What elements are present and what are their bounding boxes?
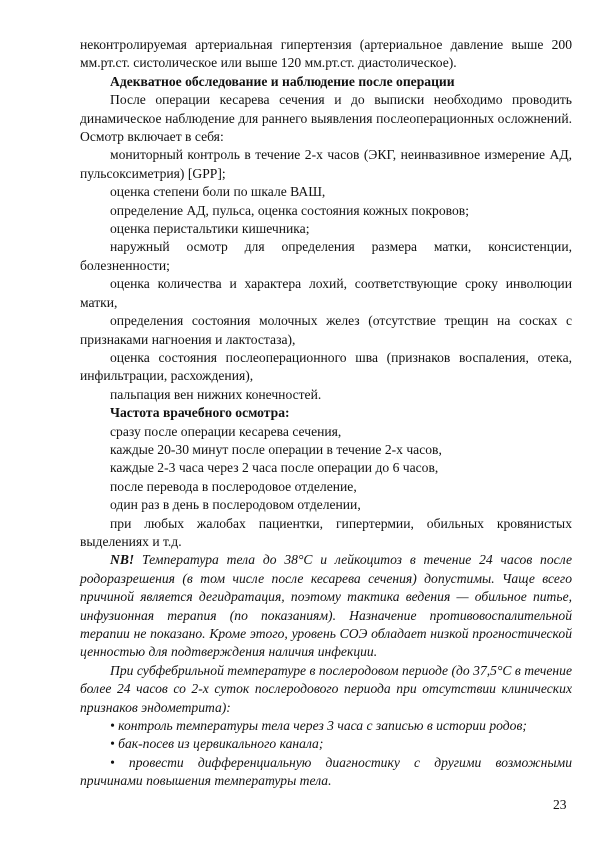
paragraph: При субфебрильной температуре в послеродовом периоде (до 37,5°С в течение более 24 часов со 2-х суток послеродового периода при отсутствии клинических признаков эндометрита): (80, 662, 572, 715)
paragraph: неконтролируемая артериальная гипертензия (артериальное давление выше 200 мм.рт.ст. систолическое или выше 120 мм.рт.ст. диастолическое). (80, 37, 572, 71)
nb-text: Температура тела до 38°С и лейкоцитоз в течение 24 часов после родоразрешения (в том числе после кесарева сечения) допустимы. Чаще всего причиной является дегидратация, поэтому тактика ведения — обильное питье, инфузионная терапия (по показаниям). Назначение противовоспалительной терапии не показано. Кроме этого, уровень СОЭ обладает низкой прогностической ценностью для подтверждения наличия инфекции. (80, 552, 572, 660)
list-item: определение АД, пульса, оценка состояния кожных покровов; (110, 202, 469, 218)
list-item: после перевода в послеродовое отделение, (110, 478, 357, 494)
list-item: оценка степени боли по шкале ВАШ, (110, 184, 326, 200)
list-item: пальпация вен нижних конечностей. (110, 386, 322, 402)
list-item: каждые 20-30 минут после операции в течение 2-х часов, (110, 441, 442, 457)
page-number: 23 (553, 797, 567, 812)
paragraph: После операции кесарева сечения и до выписки необходимо проводить динамическое наблюдение для раннего выявления послеоперационных осложнений. Осмотр включает в себя: (80, 92, 572, 145)
nb-note (80, 551, 572, 661)
bullet-item: • контроль температуры тела через 3 часа с записью в истории родов; (110, 718, 527, 734)
list-item: оценка состояния послеоперационного шва (признаков воспаления, отека, инфильтрации, расхождения), (80, 349, 572, 384)
nb-label: NB! (110, 552, 135, 568)
list-item: мониторный контроль в течение 2-х часов (ЭКГ, неинвазивное измерение АД, пульсоксиметрия) [GPP]; (80, 147, 572, 181)
section-heading: Частота врачебного осмотра: (110, 405, 290, 421)
list-item: один раз в день в послеродовом отделении, (110, 497, 361, 513)
list-item: оценка перистальтики кишечника; (110, 221, 310, 237)
list-item: каждые 2-3 часа через 2 часа после операции до 6 часов, (110, 460, 439, 476)
list-item: сразу после операции кесарева сечения, (110, 423, 342, 439)
list-item: определения состояния молочных желез (отсутствие трещин на сосках с признаками нагноения и лактостаза), (80, 313, 572, 347)
list-item: при любых жалобах пациентки, гипертермии, обильных кровянистых выделениях и т.д. (80, 515, 572, 549)
list-item: оценка количества и характера лохий, соответствующие сроку инволюции матки, (80, 276, 572, 310)
bullet-item: • бак-посев из цервикального канала; (110, 736, 324, 752)
section-heading: Адекватное обследование и наблюдение после операции (110, 73, 455, 89)
page-body (80, 36, 572, 791)
bullet-item: • провести дифференциальную диагностику с другими возможными причинами повышения температуры тела. (80, 754, 572, 789)
list-item: наружный осмотр для определения размера матки, консистенции, болезненности; (80, 239, 572, 273)
